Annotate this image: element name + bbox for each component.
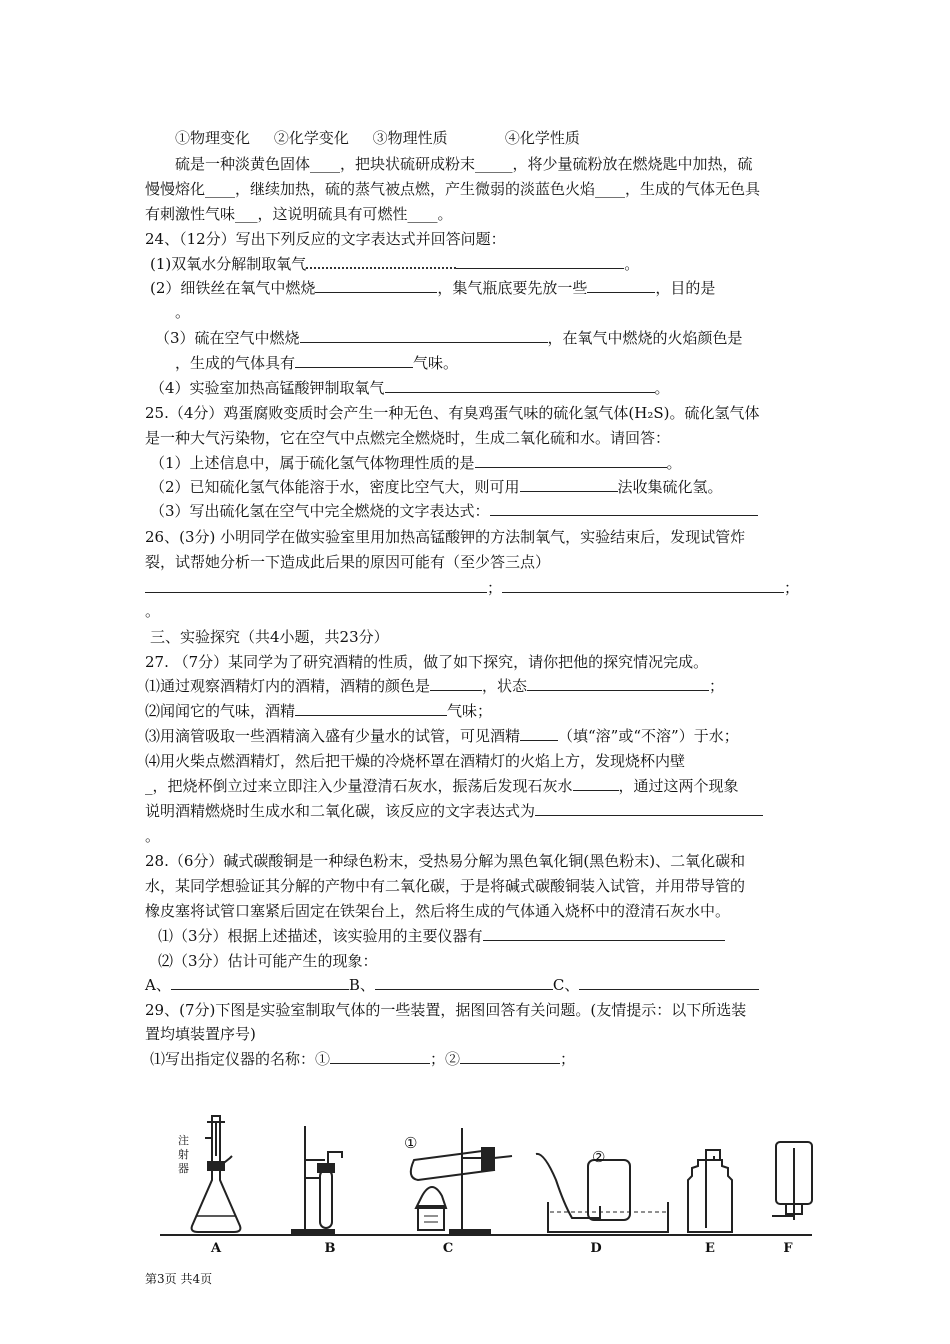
answer-blank[interactable]	[520, 477, 618, 492]
syringe-label-2: 射	[178, 1148, 189, 1161]
q27-item-3-b: （填“溶”或“不溶”）于水；	[558, 727, 739, 745]
q24-item-3	[155, 328, 743, 348]
answer-blank[interactable]	[460, 1049, 560, 1064]
q27-item-4-cont-2-label: 说明酒精燃烧时生成水和二氧化碳，该反应的文字表达式为	[145, 802, 536, 820]
q28-options	[145, 975, 759, 995]
apparatus-c-heated-tube	[411, 1128, 512, 1235]
q23-line2: 慢慢熔化____，继续加热，硫的蒸气被点燃，产生微弱的淡蓝色火焰____，生成的气体无色具	[145, 180, 761, 198]
q27-item-1-a: ⑴通过观察酒精灯内的酒精，酒精的颜色是	[145, 677, 431, 695]
q27-item-3-a: ⑶用滴管吸取一些酒精滴入盛有少量水的试管，可见酒精	[145, 727, 521, 745]
q28-option-a: A、	[145, 976, 171, 994]
page-footer: 第3页 共4页	[145, 1272, 213, 1286]
q28-heading-2: 水，某同学想验证其分解的产物中有二氧化碳，于是将碱式碳酸铜装入试管，并用带导管的	[145, 877, 746, 895]
answer-blank[interactable]	[295, 353, 413, 368]
q28-item-1	[158, 926, 725, 946]
syringe-label-1: 注	[178, 1134, 189, 1147]
answer-blank[interactable]	[171, 975, 349, 990]
q24-item-3-cont	[175, 353, 458, 373]
apparatus-f-inverted-bottle	[772, 1142, 812, 1220]
marker-1: ①	[404, 1134, 418, 1152]
q29-item-1-a: ⑴写出指定仪器的名称：①	[150, 1050, 331, 1068]
q25-item-3-label: （3）写出硫化氢在空气中完全燃烧的文字表达式：	[150, 502, 490, 520]
apparatus-e-gas-bottle	[688, 1150, 732, 1232]
q27-item-1	[145, 676, 724, 696]
q27-heading: 27. （7分）某同学为了研究酒精的性质，做了如下探究，请你把他的探究情况完成。	[145, 653, 709, 671]
q24-item-3-cont-b: 气味。	[413, 354, 459, 372]
q24-item-2-label: (2）细铁丝在氧气中燃烧	[150, 279, 316, 297]
answer-blank[interactable]	[375, 975, 553, 990]
q27-item-4-cont-a: _，把烧杯倒立过来立即注入少量澄清石灰水，振荡后发现石灰水	[145, 777, 573, 795]
apparatus-a-flask-with-syringe	[192, 1116, 241, 1232]
answer-blank[interactable]	[490, 501, 758, 516]
q24-item-3-mid: ，在氧气中燃烧的火焰颜色是	[547, 329, 743, 347]
q24-item-4-label: （4）实验室加热高锰酸钾制取氧气	[150, 379, 385, 397]
q27-item-4: ⑷用火柴点燃酒精灯，然后把干燥的冷烧杯罩在酒精灯的火焰上方，发现烧杯内壁	[145, 752, 686, 770]
q26-separator: ；	[784, 579, 800, 597]
answer-blank[interactable]	[579, 975, 759, 990]
q29-heading-1: 29、(7分)下图是实验室制取气体的一些装置，据图回答有关问题。(友情提示：以下所选装	[145, 1001, 747, 1019]
q27-item-1-end: ；	[709, 677, 725, 695]
answer-blank[interactable]	[502, 578, 784, 593]
answer-blank[interactable]	[475, 453, 667, 468]
q24-heading: 24、（12分）写出下列反应的文字表达式并回答问题：	[145, 230, 506, 248]
figure-label-e: E	[705, 1241, 715, 1256]
q28-heading-3: 橡皮塞将试管口塞紧后固定在铁架台上，然后将生成的气体通入烧杯中的澄清石灰水中。	[145, 902, 731, 920]
figure-label-a: A	[210, 1241, 222, 1256]
q24-item-1-label: (1)双氧水分解制取氧气	[150, 255, 307, 273]
apparatus-b-stand-tube	[292, 1126, 342, 1235]
q23-options: ①物理变化 ②化学变化 ③物理性质 ④化学性质	[175, 129, 580, 147]
figure-label-b: B	[324, 1241, 336, 1256]
q25-heading-1: 25.（4分）鸡蛋腐败变质时会产生一种无色、有臭鸡蛋气味的硫化氢气体(H₂S)。硫化氢气体	[145, 404, 760, 422]
q23-line1: 硫是一种淡黄色固体____，把块状硫研成粉末_____，将少量硫粉放在燃烧匙中加热，硫	[175, 155, 753, 173]
q27-item-2-b: 气味；	[447, 702, 493, 720]
answer-blank[interactable]	[573, 776, 619, 791]
q26-end: 。	[145, 602, 161, 620]
q26-separator: ；	[487, 579, 503, 597]
q27-item-1-b: ，状态	[482, 677, 528, 695]
answer-blank[interactable]	[456, 254, 624, 269]
answer-blank[interactable]	[527, 676, 709, 691]
section-3-heading: 三、实验探究（共4小题，共23分）	[150, 628, 389, 646]
q27-item-2	[145, 701, 492, 721]
q24-item-2-cont: 。	[175, 303, 191, 321]
answer-blank[interactable]	[330, 1049, 430, 1064]
q26-answer-line	[145, 578, 799, 598]
answer-blank[interactable]	[483, 926, 725, 941]
marker-2: ②	[592, 1148, 606, 1166]
answer-blank[interactable]	[430, 676, 482, 691]
q24-item-2	[150, 278, 715, 298]
figure-label-d: D	[590, 1241, 602, 1256]
q28-option-c: C、	[552, 976, 580, 994]
q25-item-3	[150, 501, 758, 521]
q28-item-2: ⑵（3分）估计可能产生的现象：	[158, 952, 378, 970]
figure-label-f: F	[783, 1241, 793, 1256]
q25-item-1-label: （1）上述信息中，属于硫化氢气体物理性质的是	[150, 454, 475, 472]
answer-blank[interactable]	[315, 278, 437, 293]
q28-item-1-label: ⑴（3分）根据上述描述，该实验用的主要仪器有	[158, 927, 483, 945]
q24-item-3-cont-a: ，生成的气体具有	[175, 354, 296, 372]
q28-option-b: B、	[348, 976, 375, 994]
q29-heading-2: 置均填装置序号)	[145, 1025, 256, 1043]
q25-item-1-end: 。	[666, 454, 682, 472]
q29-item-1-b: ；②	[430, 1050, 461, 1068]
q24-item-1-end: 。	[624, 255, 640, 273]
apparatus-figure	[160, 1108, 820, 1258]
q24-item-2-end: ，目的是	[655, 279, 716, 297]
q25-item-2	[150, 477, 723, 497]
figure-label-c: C	[442, 1241, 454, 1256]
q25-item-1	[150, 453, 682, 473]
q24-item-3-label: （3）硫在空气中燃烧	[155, 329, 300, 347]
q29-item-1	[150, 1049, 575, 1069]
q23-line3: 有刺激性气味___，这说明硫具有可燃性____。	[145, 205, 453, 223]
q28-heading-1: 28.（6分）碱式碳酸铜是一种绿色粉末，受热易分解为黑色氧化铜(黑色粉末)、二氧化碳和	[145, 852, 746, 870]
answer-blank[interactable]	[587, 278, 655, 293]
q26-heading-1: 26、(3分) 小明同学在做实验室里用加热高锰酸钾的方法制氧气，实验结束后，发现试管炸	[145, 528, 746, 546]
q24-item-1	[150, 253, 639, 274]
q27-item-4-cont-b: ，通过这两个现象	[618, 777, 739, 795]
q27-item-4-cont-2	[145, 801, 763, 821]
answer-blank[interactable]	[535, 801, 763, 816]
answer-blank[interactable]	[306, 253, 456, 269]
answer-blank[interactable]	[300, 328, 548, 343]
q26-heading-2: 裂，试帮她分析一下造成此后果的原因可能有（至少答三点）	[145, 553, 551, 571]
q24-item-2-mid: ，集气瓶底要先放一些	[437, 279, 588, 297]
q25-item-2-a: （2）已知硫化氢气体能溶于水，密度比空气大，则可用	[150, 478, 520, 496]
q25-item-2-b: 法收集硫化氢。	[617, 478, 723, 496]
q27-end: 。	[145, 827, 161, 845]
q27-item-4-cont	[145, 776, 739, 796]
q24-item-4	[150, 378, 670, 398]
q27-item-2-a: ⑵闻闻它的气味，酒精	[145, 702, 296, 720]
answer-blank[interactable]	[385, 378, 655, 393]
q29-item-1-end: ；	[560, 1050, 576, 1068]
q27-item-3	[145, 726, 739, 746]
answer-blank[interactable]	[520, 726, 558, 741]
answer-blank[interactable]	[295, 701, 447, 716]
answer-blank[interactable]	[145, 578, 487, 593]
syringe-label-3: 器	[178, 1162, 189, 1175]
q24-item-4-end: 。	[654, 379, 670, 397]
q25-heading-2: 是一种大气污染物，它在空气中点燃完全燃烧时，生成二氧化硫和水。请回答：	[145, 429, 671, 447]
